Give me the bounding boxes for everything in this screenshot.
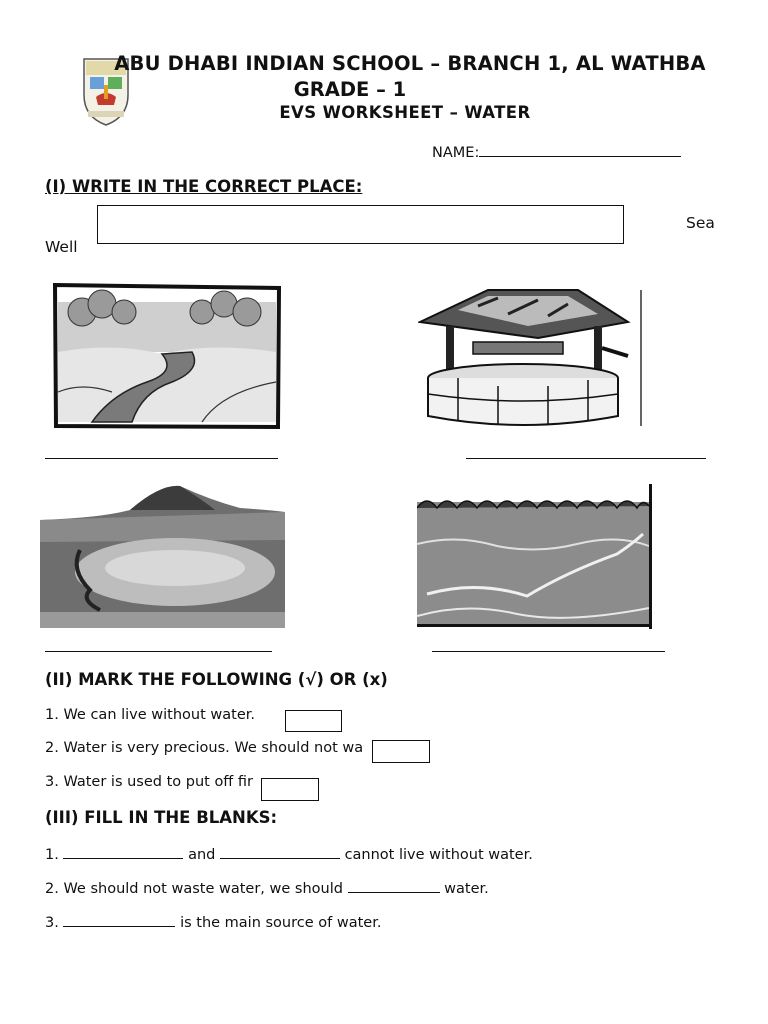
fill-q2-start: 2. We should not waste water, we should [45, 881, 343, 897]
mark-box-2[interactable] [372, 740, 430, 763]
fill-q1-number: 1. [45, 847, 59, 863]
answer-line-3[interactable] [45, 651, 272, 652]
fill-q3-end: is the main source of water. [180, 915, 382, 931]
fill-blank-1b[interactable] [220, 845, 340, 859]
fill-q1-mid: and [188, 847, 216, 863]
section3-heading: (III) FILL IN THE BLANKS: [45, 808, 278, 827]
section2-heading: (II) MARK THE FOLLOWING (√) OR (x) [45, 670, 388, 689]
fill-blank-2[interactable] [348, 879, 440, 893]
answer-line-4[interactable] [432, 651, 665, 652]
fill-question-1 [45, 845, 533, 863]
mark-item-3: 3. Water is used to put off fir [45, 774, 254, 790]
school-name: ABU DHABI INDIAN SCHOOL – BRANCH 1, AL WATHBA [114, 52, 706, 75]
mark-item-1: 1. We can live without water. [45, 707, 255, 723]
fill-q2-end: water. [444, 881, 489, 897]
fill-blank-1a[interactable] [63, 845, 183, 859]
mark-item-2: 2. Water is very precious. We should not wa [45, 740, 364, 756]
name-label: NAME: [432, 145, 480, 161]
section1-heading: (I) WRITE IN THE CORRECT PLACE: [45, 177, 363, 196]
word-well: Well [45, 238, 78, 256]
fill-question-2 [45, 879, 489, 897]
word-box [97, 205, 624, 244]
worksheet-title: EVS WORKSHEET – WATER [279, 103, 531, 122]
sea-picture [417, 484, 653, 629]
mark-box-3[interactable] [261, 778, 319, 801]
answer-line-2[interactable] [466, 458, 706, 459]
fill-q1-end: cannot live without water. [344, 847, 533, 863]
fill-q3-number: 3. [45, 915, 59, 931]
pond-picture [40, 480, 285, 628]
fill-question-3 [45, 913, 381, 931]
name-line[interactable] [479, 142, 681, 157]
word-sea: Sea [686, 214, 715, 232]
answer-line-1[interactable] [45, 458, 278, 459]
name-row [432, 142, 681, 161]
well-picture [418, 286, 643, 426]
grade-title: GRADE – 1 [293, 78, 407, 101]
river-picture [52, 282, 282, 430]
fill-blank-3[interactable] [63, 913, 175, 927]
mark-box-1[interactable] [285, 710, 342, 732]
